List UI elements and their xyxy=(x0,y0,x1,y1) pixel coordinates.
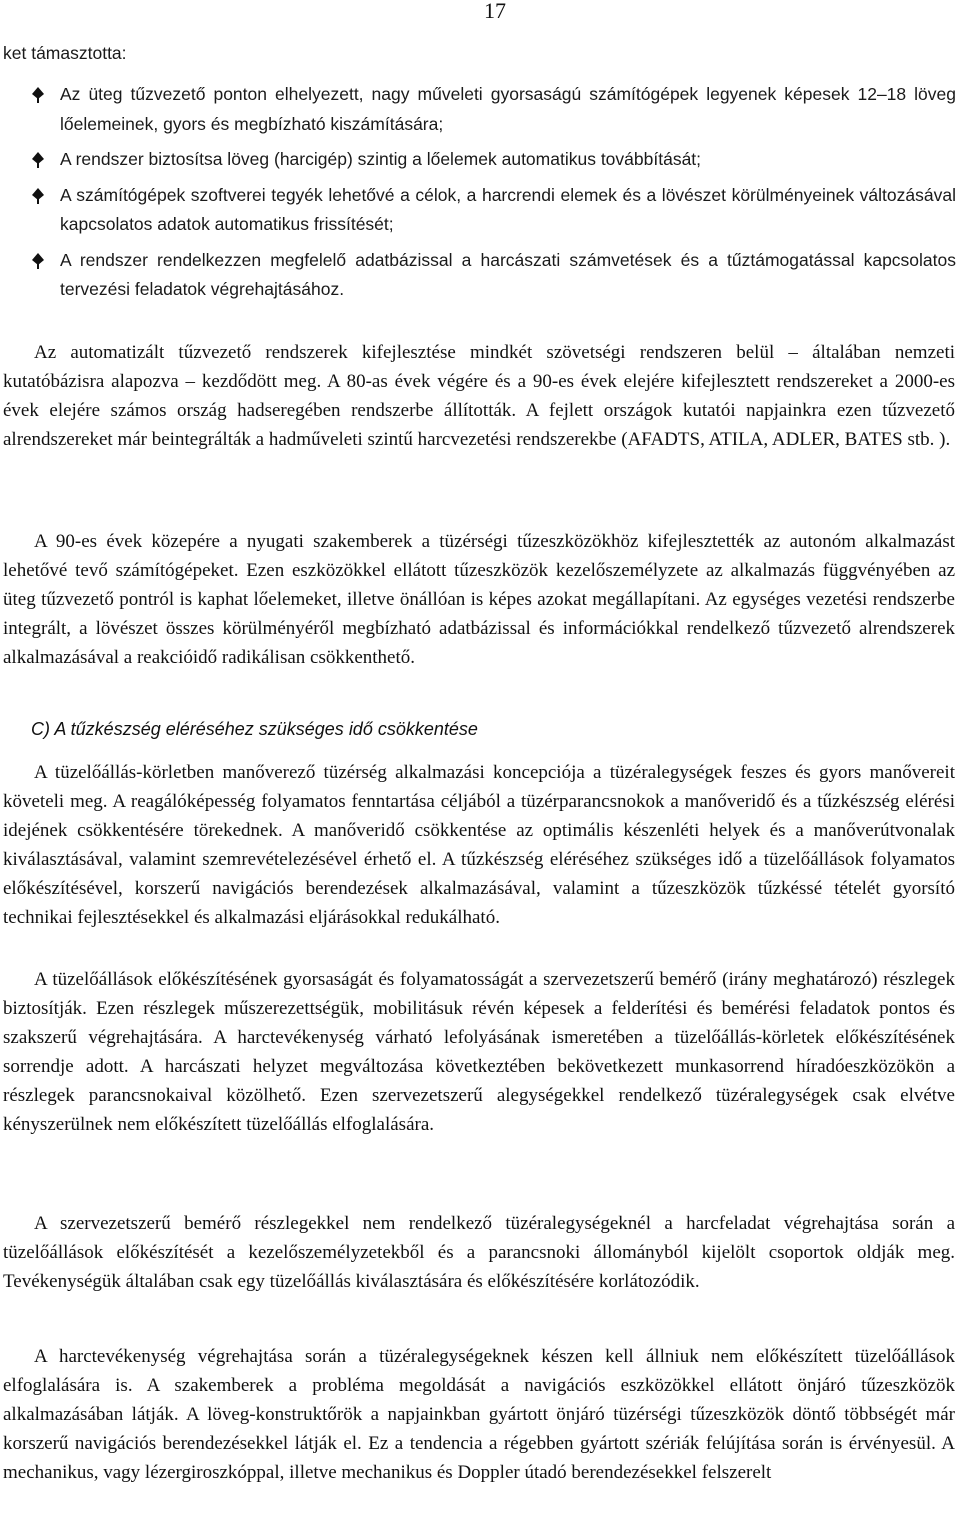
diamond-bullet-icon xyxy=(32,253,44,269)
body-paragraph: A harctevékenység végrehajtása során a tüzéralegységeknek készen kell állniuk nem előkészített tüzelőállások elfoglalására is. A szakemberek a probléma megoldását a navigációs eszközökkel ellátott önjáró tűzeszközök alkalmazásában látják. A löveg-konstruktőrök a napjainkban gyártott önjáró tüzérségi tűzeszközök döntő többségét már korszerű navigációs berendezésekkel látják el. Ez a tendencia a régebben gyártott szériák felújítása során is érvényesül. A mechanikus, vagy lézergiroszkóppal, illetve mechanikus és Doppler útadó berendezésekkel felszerelt xyxy=(3,1346,955,1483)
list-item-text: A rendszer rendelkezzen megfelelő adatbázissal a harcászati számvetések és a tűztámogatással kapcsolatos tervezési feladatok végrehajtásához. xyxy=(60,249,956,299)
page-number: 17 xyxy=(484,0,506,23)
requirements-list xyxy=(32,80,956,311)
body-paragraph: A 90-es évek közepére a nyugati szakemberek a tüzérségi tűzeszközökhöz kifejlesztették az autonóm alkalmazást lehetővé tevő számítógépeket. Ezen eszközökkel ellátott tűzeszközök kezelőszemélyzete az alkalmazás függvényében az üteg tűzvezető pontról is kaphat lőelemeket, illetve önállóan is képes azokat megállapítani. Az egységes vezetési rendszerbe integrált, a lövészet összes körülményéről megbízható adatbázissal és információkkal rendelkező tűzvezető alrendszerek alkalmazásával a reakcióidő radikálisan csökkenthető. xyxy=(3,531,955,668)
diamond-bullet-icon xyxy=(32,188,44,204)
list-item xyxy=(32,80,956,139)
list-item xyxy=(32,145,956,175)
diamond-bullet-icon xyxy=(32,152,44,168)
diamond-bullet-icon xyxy=(32,87,44,103)
list-item xyxy=(32,181,956,240)
list-item-text: Az üteg tűzvezető ponton elhelyezett, nagy műveleti gyorsaságú számítógépek legyenek képesek 12–18 löveg lőelemeinek, gyors és megbízható kiszámítására; xyxy=(60,84,956,134)
list-item-text: A számítógépek szoftverei tegyék lehetővé a célok, a harcrendi elemek és a lövészet körülményeinek változásával kapcsolatos adatok automatikus frissítését; xyxy=(60,184,956,234)
body-paragraph: A tüzelőállások előkészítésének gyorsaságát és folyamatosságát a szervezetszerű bemérő (irány meghatározó) részlegek biztosítják. Ezen részlegek műszerezettségük, mobilitásuk révén képesek a felderítési és bemérési feladatok pontos és szakszerű végrehajtására. A harctevékenység várható lefolyásának ismeretében a tüzelőállás-körletek előkészítésének sorrendje adott. A harcászati helyzet megváltozása következtében bekövetkezett munkasorrend híradóeszközökön a részlegek parancsnokaival közölhető. Ezen szervezetszerű alegységekkel rendelkező tüzéralegységek csak elvétve kényszerülnek nem előkészített tüzelőállás elfoglalására. xyxy=(3,969,955,1135)
body-paragraph: A szervezetszerű bemérő részlegekkel nem rendelkező tüzéralegységeknél a harcfeladat végrehajtása során a tüzelőállások előkészítését a kezelőszemélyzetekből és a parancsnoki állományból kijelölt csoportok oldják meg. Tevékenységük általában csak egy tüzelőállás kiválasztására és előkészítésére korlátozódik. xyxy=(3,1213,955,1292)
section-heading: C) A tűzkészség eléréséhez szükséges idő csökkentése xyxy=(31,719,478,739)
continuation-text: ket támasztotta: xyxy=(3,43,127,63)
body-paragraph: A tüzelőállás-körletben manőverező tüzérség alkalmazási koncepciója a tüzéralegységek feszes és gyors manővereit követeli meg. A reagálóképesség folyamatos fenntartása céljából a tüzérparancsnokok a manőveridő és a tűzkészség elérési idejének csökkentésére törekednek. A manőveridő csökkentése az optimális készenléti helyek és a manőverútvonalak kiválasztásával, valamint szemrevételezésével érhető el. A tűzkészség eléréséhez szükséges idő a tüzelőállások folyamatos előkészítésével, korszerű navigációs berendezések alkalmazásával, valamint a tűzeszközök tűzkéssé tételét gyorsító technikai fejlesztésekkel és alkalmazási eljárásokkal redukálható. xyxy=(3,762,955,928)
body-paragraph: Az automatizált tűzvezető rendszerek kifejlesztése mindkét szövetségi rendszeren belül – általában nemzeti kutatóbázisra alapozva – kezdődött meg. A 80-as évek végére és a 90-es évek elejére kifejlesztett rendszereket a 2000-es évek elejére számos ország hadseregében rendszerbe állították. A fejlett országok kutatói napjainkra ezen tűzvezető alrendszereket már beintegrálták a hadműveleti szintű harcvezetési rendszerekbe (AFADTS, ATILA, ADLER, BATES stb. ). xyxy=(3,342,955,450)
list-item xyxy=(32,246,956,305)
list-item-text: A rendszer biztosítsa löveg (harcigép) szintig a lőelemek automatikus továbbítását; xyxy=(60,149,702,169)
